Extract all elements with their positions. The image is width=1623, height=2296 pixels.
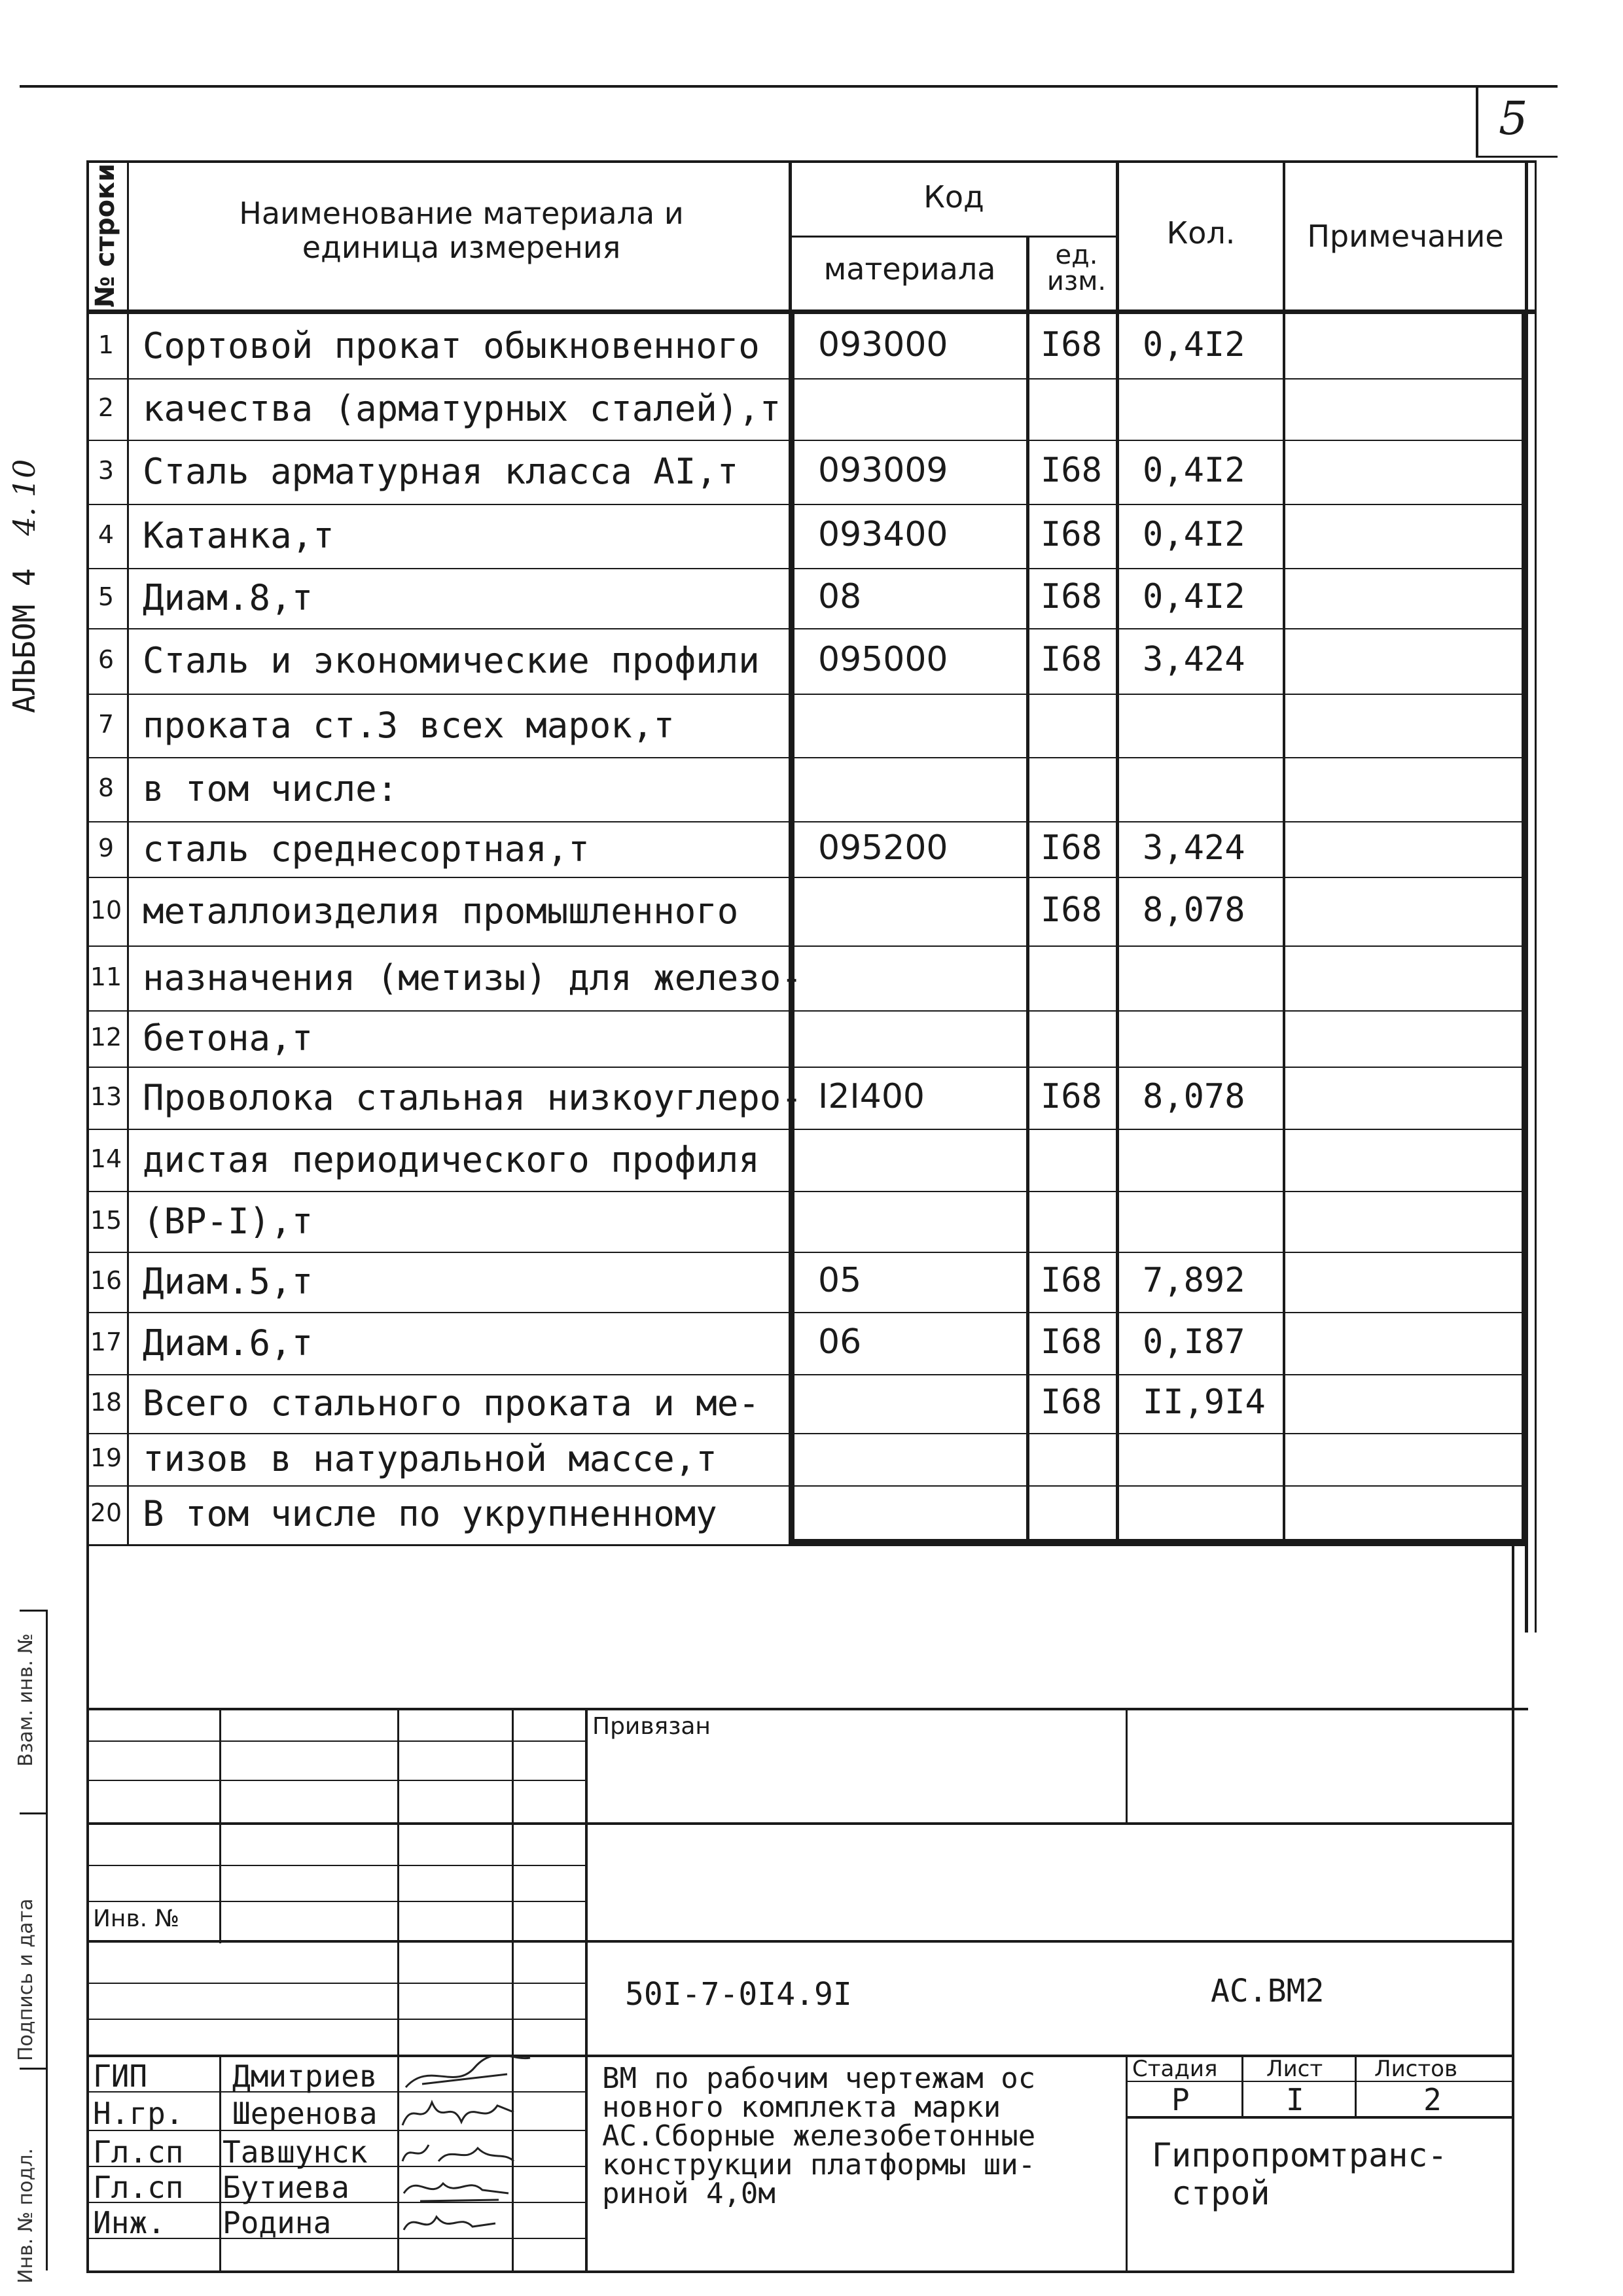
row-divider: [86, 1312, 1526, 1313]
unit-code: I68: [1041, 1322, 1102, 1362]
material-name: тизов в натуральной массе,т: [143, 1438, 717, 1479]
quantity: 8,078: [1143, 891, 1245, 930]
unit-code: I68: [1041, 325, 1102, 364]
material-name: качества (арматурных сталей),т: [143, 388, 781, 429]
unit-code: I68: [1041, 640, 1102, 679]
row-number: 15: [90, 1206, 122, 1235]
code-sub-divider: [789, 236, 1116, 238]
stamp-hl-5: [86, 1901, 585, 1902]
material-name: Сортовой прокат обыкновенного: [143, 325, 760, 366]
row-number: 20: [90, 1498, 122, 1527]
title-line: риной 4,0м: [602, 2177, 776, 2210]
stamp-hl-4: [86, 1865, 585, 1866]
document-title: [602, 2064, 1119, 2208]
header-note: Примечание: [1307, 219, 1504, 254]
staff-role: ГИП: [93, 2058, 148, 2094]
binding-label-sign: Подпись и дата: [14, 1898, 37, 2061]
quantity: 7,892: [1143, 1261, 1245, 1300]
row-divider: [86, 628, 1526, 629]
material-name: металлоизделия промышленного: [143, 891, 739, 932]
staff-name: Тавшунск: [223, 2134, 368, 2170]
material-code: 095000: [818, 640, 948, 679]
binding-strip-right: [46, 1610, 48, 2270]
stamp-stage-div1: [1241, 2055, 1243, 2117]
material-name: Катанка,т: [143, 515, 334, 556]
unit-code: I68: [1041, 891, 1102, 930]
album-title: АЛЬБОМ 4: [7, 568, 42, 713]
code-block-left: [789, 309, 794, 1544]
header-unit: ед. изм.: [1046, 240, 1107, 296]
material-name: проката ст.3 всех марок,т: [143, 705, 675, 746]
unit-code: I68: [1041, 1261, 1102, 1300]
stamp-upper-line: [86, 1708, 1528, 1710]
table-top-border: [86, 160, 1536, 163]
stamp-stage-box-left: [1126, 2055, 1128, 2270]
signature-4: [401, 2167, 512, 2206]
row-number: 8: [98, 773, 115, 802]
stamp-hl-2: [86, 1780, 585, 1781]
row-divider: [86, 821, 1526, 822]
stamp-hl-3: [86, 1822, 1513, 1825]
material-name: Диам.8,т: [143, 577, 313, 618]
binding-strip-div1: [20, 1610, 47, 1612]
row-divider: [86, 694, 1526, 695]
row-number: 13: [90, 1082, 122, 1111]
quantity: 3,424: [1143, 640, 1245, 679]
staff-name: Бутиева: [223, 2170, 349, 2205]
row-number: 17: [90, 1328, 122, 1356]
signature-1: [402, 2055, 533, 2094]
row-number: 16: [90, 1266, 122, 1295]
code-block-right: [1522, 309, 1527, 1544]
row-number: 6: [98, 645, 115, 674]
stamp-hl-1: [86, 1740, 585, 1742]
quantity: 0,4I2: [1143, 577, 1245, 616]
row-number: 18: [90, 1388, 122, 1417]
row-divider: [86, 1191, 1526, 1192]
material-name: дистая периодического профиля: [143, 1139, 760, 1180]
header-code: Код: [923, 179, 984, 215]
stamp-hl-8: [86, 2019, 585, 2020]
row-divider: [86, 877, 1526, 878]
sheet-label: Лист: [1266, 2056, 1323, 2082]
quantity: II,9I4: [1143, 1383, 1266, 1422]
material-name: в том числе:: [143, 768, 399, 809]
staff-role: Гл.сп: [93, 2170, 184, 2205]
material-code: 093400: [818, 515, 948, 554]
document-mark: АС.ВМ2: [1211, 1973, 1325, 2009]
unit-code: I68: [1041, 515, 1102, 554]
header-material: материала: [823, 251, 996, 287]
stamp-stage-div2: [1355, 2055, 1357, 2117]
staff-name: Шеренова: [232, 2096, 378, 2131]
staff-role: Инж.: [93, 2205, 166, 2240]
material-code: 093000: [818, 325, 948, 364]
bound-label: Привязан: [592, 1713, 711, 1740]
page-number: 5: [1499, 92, 1528, 145]
row-number: 5: [98, 582, 115, 611]
row-number: 3: [98, 456, 115, 485]
material-code: 06: [818, 1322, 862, 1362]
page-number-box-left: [1476, 85, 1478, 157]
row-divider: [86, 1433, 1526, 1434]
album-label: [7, 459, 42, 713]
row-divider: [86, 1485, 1526, 1487]
material-code: 08: [818, 577, 862, 616]
row-divider: [86, 1067, 1526, 1068]
organization-name: [1152, 2136, 1448, 2212]
title-line: новного комплекта марки: [602, 2091, 1001, 2124]
material-name: Всего стального проката и ме-: [143, 1383, 760, 1424]
sheet-value: I: [1286, 2082, 1304, 2117]
stamp-vl-2: [397, 1708, 399, 2270]
stamp-vl-main: [585, 1708, 588, 2270]
material-code: I2I400: [818, 1077, 925, 1116]
row-number: 12: [90, 1023, 122, 1051]
stamp-hl-6: [86, 1940, 1513, 1943]
material-name: Сталь арматурная класса АI,т: [143, 451, 739, 492]
staff-role: Гл.сп: [93, 2134, 184, 2170]
row-divider: [86, 440, 1526, 441]
row-number: 11: [90, 963, 122, 991]
material-name: бетона,т: [143, 1017, 313, 1059]
table-right-outer: [1535, 160, 1537, 1633]
material-name: Диам.5,т: [143, 1261, 313, 1302]
unit-code: I68: [1041, 828, 1102, 868]
stage-value: Р: [1171, 2082, 1190, 2117]
stamp-vl-3: [512, 1708, 514, 2270]
material-name: сталь среднесортная,т: [143, 828, 590, 870]
material-code: 05: [818, 1261, 862, 1300]
header-name: Наименование материала и единица измерения: [239, 196, 684, 265]
document-code: 50I-7-0I4.9I: [625, 1976, 852, 2013]
binding-strip-div2: [20, 1812, 47, 1814]
signature-2: [399, 2093, 517, 2132]
quantity: 0,I87: [1143, 1322, 1245, 1362]
signature-5: [401, 2204, 499, 2240]
material-name: В том числе по укрупненному: [143, 1493, 717, 1534]
unit-code: I68: [1041, 451, 1102, 490]
stamp-top-line: [86, 1544, 1528, 1546]
quantity: 0,4I2: [1143, 515, 1245, 554]
binding-label-inv: Взам. инв. №: [14, 1633, 37, 1767]
col-div-qty: [1283, 160, 1285, 1544]
quantity: 3,424: [1143, 828, 1245, 868]
row-divider: [86, 1129, 1526, 1130]
material-name: Сталь и экономические профили: [143, 640, 760, 681]
col-div-rowno: [127, 160, 129, 1544]
row-divider: [86, 757, 1526, 758]
staff-name: Родина: [223, 2205, 332, 2240]
row-divider: [86, 945, 1526, 947]
inventory-label: Инв. №: [93, 1905, 180, 1932]
row-divider: [86, 568, 1526, 569]
quantity: 8,078: [1143, 1077, 1245, 1116]
row-divider: [86, 1252, 1526, 1253]
row-number: 14: [90, 1144, 122, 1173]
row-divider: [86, 1010, 1526, 1012]
unit-code: I68: [1041, 577, 1102, 616]
row-divider: [86, 378, 1526, 380]
material-name: Проволока стальная низкоуглеро-: [143, 1077, 802, 1118]
row-number: 7: [98, 710, 115, 739]
row-number: 9: [98, 834, 115, 862]
page-number-box-bottom: [1476, 156, 1558, 158]
row-number: 10: [90, 896, 122, 925]
col-div-code: [1026, 236, 1029, 1544]
album-number: 4. 10: [7, 459, 42, 536]
stage-label: Стадия: [1132, 2056, 1218, 2082]
sheets-value: 2: [1423, 2082, 1442, 2117]
organization-line: строй: [1171, 2174, 1270, 2212]
material-name: (ВР-I),т: [143, 1201, 313, 1242]
sheets-label: Листов: [1374, 2056, 1458, 2082]
stamp-bottom-border: [86, 2270, 1514, 2273]
material-code: 095200: [818, 828, 948, 868]
col-div-unit: [1116, 160, 1119, 1544]
signature-3: [399, 2132, 517, 2171]
unit-code: I68: [1041, 1383, 1102, 1422]
title-line: ВМ по рабочим чертежам ос: [602, 2062, 1036, 2095]
staff-role: Н.гр.: [93, 2096, 184, 2131]
row-divider: [86, 504, 1526, 505]
unit-code: I68: [1041, 1077, 1102, 1116]
organization-line: Гипропромтранс-: [1152, 2136, 1448, 2174]
header-bottom-border: [86, 309, 1536, 314]
quantity: 0,4I2: [1143, 451, 1245, 490]
staff-name: Дмитриев: [232, 2058, 378, 2094]
frame-top-line: [20, 85, 1558, 88]
row-number: 4: [98, 520, 115, 549]
stamp-bound-divider: [1126, 1708, 1128, 1822]
material-name: назначения (метизы) для железо-: [143, 957, 802, 998]
material-name: Диам.6,т: [143, 1322, 313, 1364]
stamp-vl-1: [219, 1708, 221, 1943]
row-divider: [86, 1374, 1526, 1375]
stamp-hl-7: [86, 1983, 585, 1984]
quantity: 0,4I2: [1143, 325, 1245, 364]
binding-strip-div3: [20, 2068, 47, 2070]
header-row-number: № строки: [90, 163, 120, 308]
title-line: АС.Сборные железобетонные: [602, 2119, 1036, 2153]
row-number: 2: [98, 393, 115, 422]
material-code: 093009: [818, 451, 948, 490]
title-line: конструкции платформы ши-: [602, 2148, 1036, 2181]
stamp-right-border: [1512, 1544, 1514, 2270]
row-number: 1: [98, 330, 115, 359]
binding-label-orig: Инв. № подл.: [14, 2148, 37, 2284]
row-number: 19: [90, 1443, 122, 1472]
header-qty: Кол.: [1166, 215, 1236, 251]
